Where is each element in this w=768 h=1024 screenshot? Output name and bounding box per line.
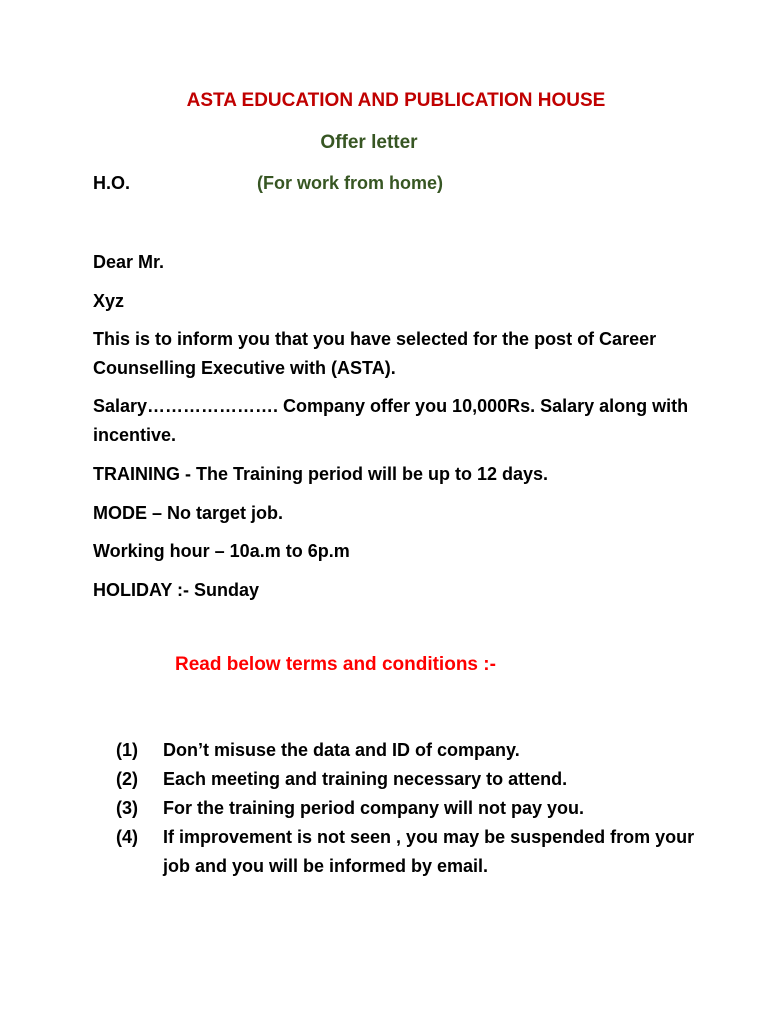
head-office-label: H.O. bbox=[93, 173, 131, 193]
terms-item-text: If improvement is not seen , you may be suspended from your job and you will be informed by email. bbox=[163, 827, 695, 876]
terms-item-text: Each meeting and training necessary to attend. bbox=[163, 769, 568, 789]
terms-item-number: (2) bbox=[116, 769, 138, 789]
terms-heading: Read below terms and conditions :- bbox=[175, 654, 496, 675]
terms-item-number: (1) bbox=[116, 740, 138, 760]
working-hours-line: Working hour – 10a.m to 6p.m bbox=[93, 541, 350, 561]
company-name: ASTA EDUCATION AND PUBLICATION HOUSE bbox=[186, 90, 606, 111]
mode-line: MODE – No target job. bbox=[93, 503, 284, 523]
training-line: TRAINING - The Training period will be up to 12 days. bbox=[93, 464, 549, 484]
salutation: Dear Mr. bbox=[93, 252, 165, 272]
recipient-name: Xyz bbox=[93, 291, 125, 311]
terms-item bbox=[116, 823, 696, 881]
holiday-line: HOLIDAY :- Sunday bbox=[93, 580, 260, 600]
terms-list bbox=[116, 736, 696, 881]
terms-item bbox=[116, 736, 696, 765]
document-title: Offer letter bbox=[320, 132, 418, 153]
head-office-line bbox=[93, 173, 443, 194]
salary-paragraph: Salary…………………. Company offer you 10,000Rs. Salary along with incentive. bbox=[93, 396, 689, 445]
terms-item-text: For the training period company will not pay you. bbox=[163, 798, 585, 818]
intro-paragraph: This is to inform you that you have selected for the post of Career Counselling Executive with (ASTA). bbox=[93, 329, 657, 378]
terms-item-number: (4) bbox=[116, 827, 138, 847]
work-from-home-note: (For work from home) bbox=[257, 173, 444, 193]
terms-item bbox=[116, 765, 696, 794]
terms-item bbox=[116, 794, 696, 823]
terms-item-text: Don’t misuse the data and ID of company. bbox=[163, 740, 520, 760]
terms-item-number: (3) bbox=[116, 798, 138, 818]
